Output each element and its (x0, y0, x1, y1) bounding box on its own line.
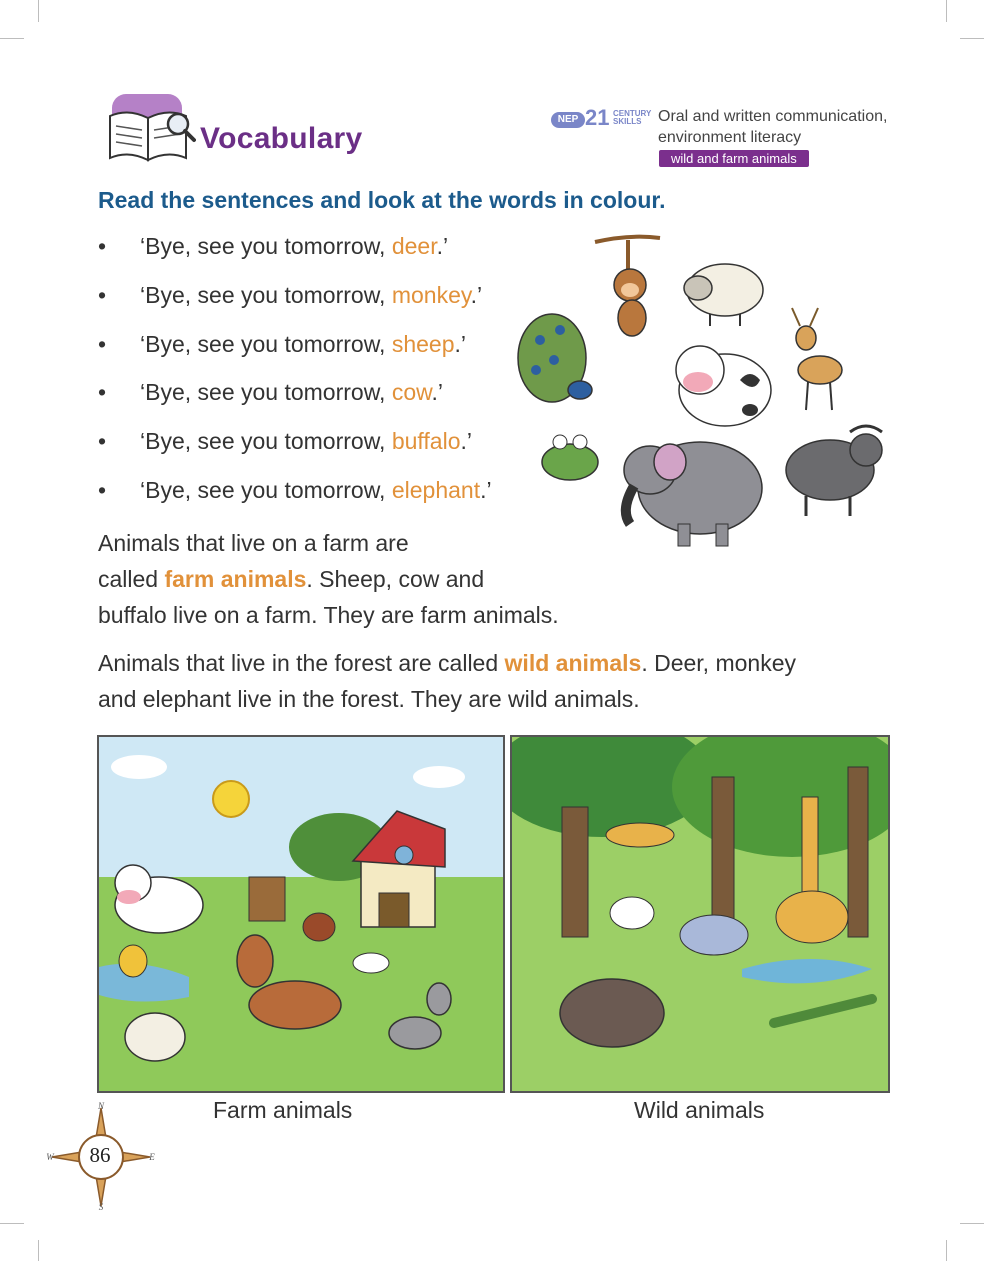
animal-word: buffalo (391, 428, 461, 455)
yak-illustration (560, 979, 664, 1047)
page-number: 86 (89, 1143, 111, 1167)
wild-caption: Wild animals (634, 1097, 765, 1123)
sun-icon (213, 781, 249, 817)
crop-mark (946, 0, 947, 22)
hen-illustration (303, 913, 335, 941)
hippo-illustration (680, 915, 748, 955)
animal-word: sheep (391, 330, 455, 357)
svg-text:N: N (97, 1102, 105, 1111)
animals-illustration (510, 230, 900, 560)
farm-paragraph: Animals that live on a farm are called farm animals. Sheep, cow and buffalo live on a farm. They are farm animals. (98, 530, 559, 628)
rabbit-illustration (353, 953, 389, 973)
sheep-illustration (684, 264, 763, 326)
section-title: Vocabulary (200, 122, 363, 155)
horse-illustration (249, 981, 341, 1029)
wild-paragraph: Animals that live in the forest are called wild animals. Deer, monkey and elephant live in the forest. They are wild animals. (98, 650, 796, 712)
wild-animals-term: wild animals (504, 650, 642, 676)
elephant-illustration (624, 442, 762, 546)
svg-text:E: E (149, 1152, 155, 1162)
farm-caption: Farm animals (213, 1097, 353, 1123)
animal-word: deer (391, 233, 437, 259)
skills-badge (551, 106, 931, 176)
crop-mark (38, 1240, 39, 1261)
crop-mark (0, 1223, 24, 1224)
crop-mark (38, 0, 39, 22)
peacock-illustration (518, 314, 592, 402)
instruction-heading: Read the sentences and look at the words in colour. (98, 187, 666, 213)
century-number: 21 (585, 105, 610, 130)
leopard-illustration (606, 823, 674, 847)
century-skills-label: CENTURY SKILLS (613, 109, 652, 126)
duck-illustration (119, 945, 147, 977)
zebra-illustration (610, 897, 654, 929)
goat-illustration (389, 1017, 441, 1049)
crop-mark (946, 1240, 947, 1261)
monkey-illustration (595, 237, 660, 336)
book-magnifier-icon (104, 94, 196, 166)
crop-mark (960, 38, 984, 39)
buffalo-illustration (786, 426, 882, 516)
crop-mark (960, 1223, 984, 1224)
sheep-illustration (125, 1013, 185, 1061)
farm-scene-illustration (97, 735, 505, 1093)
frog-illustration (542, 435, 598, 480)
nep-badge: NEP (551, 112, 585, 128)
crop-mark (0, 38, 24, 39)
animal-word: monkey (391, 281, 471, 308)
topic-tag: wild and farm animals (659, 150, 809, 167)
wild-scene-illustration (510, 735, 890, 1093)
farm-animals-term: farm animals (164, 566, 307, 592)
animal-word: cow (391, 379, 432, 406)
animal-word: elephant (391, 476, 481, 503)
svg-text:W: W (46, 1152, 54, 1162)
skills-description: Oral and written communication, environment literacy (658, 108, 888, 146)
svg-text:S: S (98, 1202, 104, 1212)
cow-illustration (676, 346, 771, 426)
deer-illustration (792, 308, 842, 410)
giraffe-illustration (802, 797, 818, 907)
